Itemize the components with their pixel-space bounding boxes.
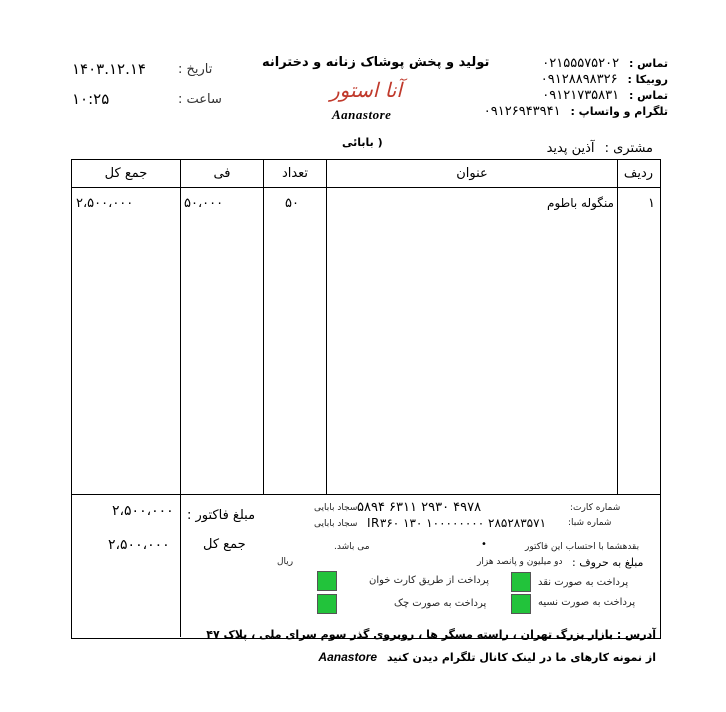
sheba-number: IR۳۶۰ ۱۳۰ ۱۰۰۰۰۰۰۰۰ ۲۸۵۲۸۳۵۷۱ [367, 516, 547, 530]
date-value: ۱۴۰۳.۱۲.۱۴ [72, 60, 146, 78]
time-value: ۱۰:۲۵ [72, 90, 110, 108]
card-number: ۵۸۹۴ ۶۳۱۱ ۲۹۳۰ ۴۹۷۸ [357, 500, 482, 515]
brand-logo-latin: Aanastore [332, 107, 392, 122]
payment-card-label: پرداخت از طریق کارت خوان [369, 575, 489, 586]
company-title: تولید و پخش پوشاک زنانه و دخترانه [262, 55, 490, 70]
sheba-label: شماره شبا: [568, 518, 612, 528]
header-quantity: تعداد [281, 166, 309, 181]
contact-label: تماس : [628, 89, 668, 102]
store-address: آدرس : بازار بزرگ تهران ، راسته مسگر ها ، روبروی گذر سوم سرای ملی ، پلاک ۴۷ [206, 628, 656, 641]
invoice-amount-label: مبلغ فاکتور : [187, 508, 256, 523]
contact-telegram [484, 104, 668, 119]
cell-title: منگوله باطوم [547, 196, 614, 210]
telegram-channel-line [318, 650, 656, 664]
currency-label: ریال [277, 557, 294, 567]
cell-row-number: ۱ [648, 196, 655, 211]
grand-total-label: جمع کل [203, 537, 246, 552]
customer-label: مشتری : [604, 141, 653, 156]
invoice-amount-value: ۲،۵۰۰،۰۰۰ [112, 503, 174, 519]
balance-suffix: می باشد. [334, 542, 370, 552]
contact-phone-1 [542, 56, 668, 71]
contact-label: روبیکا : [627, 73, 668, 86]
contact-rubika [541, 72, 668, 87]
col-sep-price [180, 159, 181, 637]
contact-phone-2 [542, 88, 668, 103]
contact-value: ۰۹۱۲۸۸۹۸۳۲۶ [540, 72, 618, 87]
contact-value: ۰۹۱۲۱۷۳۵۸۳۱ [542, 88, 620, 103]
col-sep-title [326, 159, 327, 494]
header-unit-price: فی [213, 166, 231, 181]
cell-unit-price: ۵۰،۰۰۰ [184, 196, 224, 211]
contact-label: تماس : [628, 57, 668, 70]
payment-cheque-checkbox[interactable] [317, 594, 337, 614]
customer-note: ( بابائی [342, 136, 383, 149]
payment-card-checkbox[interactable] [317, 571, 337, 591]
balance-note: بقدهشما با احتساب این فاکتور [525, 542, 640, 552]
words-value: دو میلیون و پانصد هزار [477, 557, 563, 567]
payment-cheque-label: پرداخت به صورت چک [394, 598, 487, 609]
date-label: تاریخ : [178, 62, 213, 77]
words-label: مبلغ به حروف : [572, 556, 644, 569]
col-sep-qty [263, 159, 264, 494]
contact-label: تلگرام و واتساپ : [570, 105, 668, 118]
sheba-owner: سجاد بابایی [314, 519, 358, 529]
telegram-channel-name: Aanastore [318, 650, 378, 664]
header-row-number: ردیف [623, 166, 654, 181]
header-title: عنوان [456, 166, 488, 181]
telegram-channel-text: از نمونه کارهای ما در لینک کانال تلگرام دیدن کنید [386, 651, 656, 664]
payment-cash-label: پرداخت به صورت نقد [538, 577, 629, 588]
customer-name: آذین پدید [546, 141, 595, 156]
card-label: شماره کارت: [570, 503, 621, 513]
balance-dot: • [481, 539, 487, 550]
payment-credit-label: پرداخت به صورت نسیه [538, 597, 636, 608]
table-header-divider [71, 187, 660, 188]
contact-value: ۰۲۱۵۵۵۷۵۲۰۲ [542, 56, 620, 71]
time-label: ساعت : [178, 92, 222, 107]
cell-quantity: ۵۰ [285, 196, 299, 211]
customer-line [547, 141, 653, 156]
brand-logo-script: آنا استور [330, 78, 402, 102]
card-owner: سجاد بابایی [314, 503, 358, 513]
contact-value: ۰۹۱۲۶۹۴۳۹۴۱ [483, 104, 561, 119]
col-sep-row [617, 159, 618, 494]
table-summary-divider [71, 494, 660, 495]
payment-cash-checkbox[interactable] [511, 572, 531, 592]
cell-line-total: ۲،۵۰۰،۰۰۰ [76, 196, 134, 211]
grand-total-value: ۲،۵۰۰،۰۰۰ [108, 537, 170, 553]
payment-credit-checkbox[interactable] [511, 594, 531, 614]
header-line-total: جمع کل [104, 166, 148, 181]
